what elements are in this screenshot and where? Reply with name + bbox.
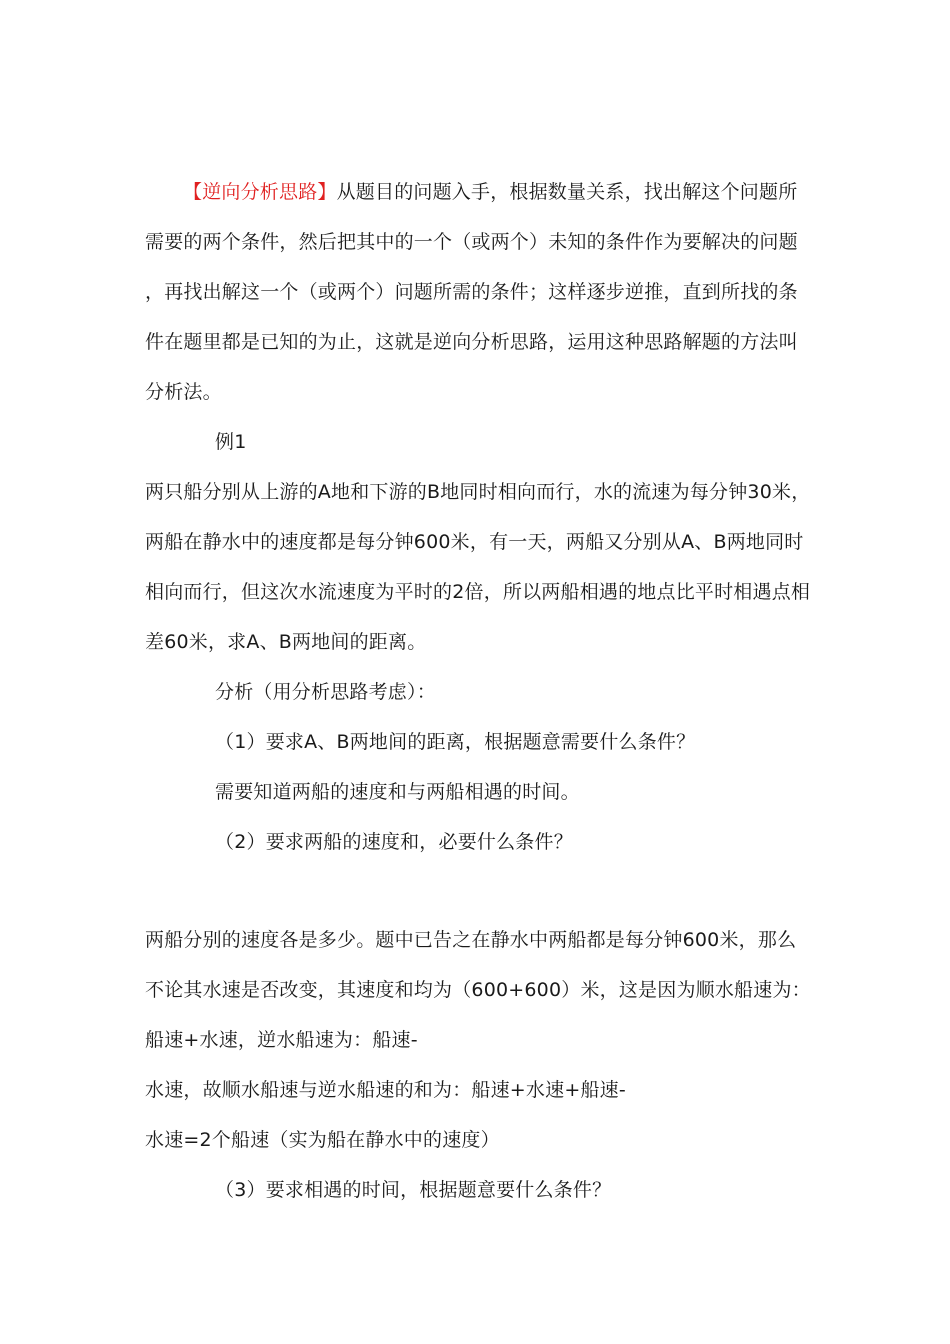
answer-2-line-5: 水速=2个船速（实为船在静水中的速度） <box>145 1129 500 1151</box>
intro-line-5: 分析法。 <box>145 381 222 403</box>
intro-line-4: 件在题里都是已知的为止，这就是逆向分析思路，运用这种思路解题的方法叫 <box>145 331 798 353</box>
example-label: 例1 <box>215 431 247 453</box>
analysis-title: 分析（用分析思路考虑）： <box>215 681 436 703</box>
intro-line-2: 需要的两个条件，然后把其中的一个（或两个）未知的条件作为要解决的问题 <box>145 231 798 253</box>
answer-2-line-3: 船速+水速，逆水船速为：船速- <box>145 1029 418 1051</box>
problem-line-2: 两船在静水中的速度都是每分钟600米，有一天，两船又分别从A、B两地同时 <box>145 531 804 553</box>
answer-1: 需要知道两船的速度和与两船相遇的时间。 <box>215 781 580 803</box>
intro-heading: 【逆向分析思路】 <box>183 181 337 203</box>
answer-2-line-1: 两船分别的速度各是多少。题中已告之在静水中两船都是每分钟600米，那么 <box>145 929 797 951</box>
question-1: （1）要求A、B两地间的距离，根据题意需要什么条件？ <box>215 731 696 753</box>
answer-2-line-2: 不论其水速是否改变，其速度和均为（600+600）米，这是因为顺水船速为： <box>145 979 811 1001</box>
problem-line-3: 相向而行，但这次水流速度为平时的2倍，所以两船相遇的地点比平时相遇点相 <box>145 581 811 603</box>
intro-text: 从题目的问题入手，根据数量关系，找出解这个问题所 <box>336 181 798 203</box>
problem-line-1: 两只船分别从上游的A地和下游的B地同时相向而行，水的流速为每分钟30米， <box>145 481 811 503</box>
intro-line-3: ，再找出解这一个（或两个）问题所需的条件；这样逐步逆推，直到所找的条 <box>145 281 798 303</box>
question-2: （2）要求两船的速度和，必要什么条件？ <box>215 831 573 853</box>
intro-line-1 <box>183 179 797 205</box>
answer-2-line-4: 水速，故顺水船速与逆水船速的和为：船速+水速+船速- <box>145 1079 626 1101</box>
problem-line-4: 差60米，求A、B两地间的距离。 <box>145 631 427 653</box>
question-3: （3）要求相遇的时间，根据题意要什么条件？ <box>215 1179 612 1201</box>
